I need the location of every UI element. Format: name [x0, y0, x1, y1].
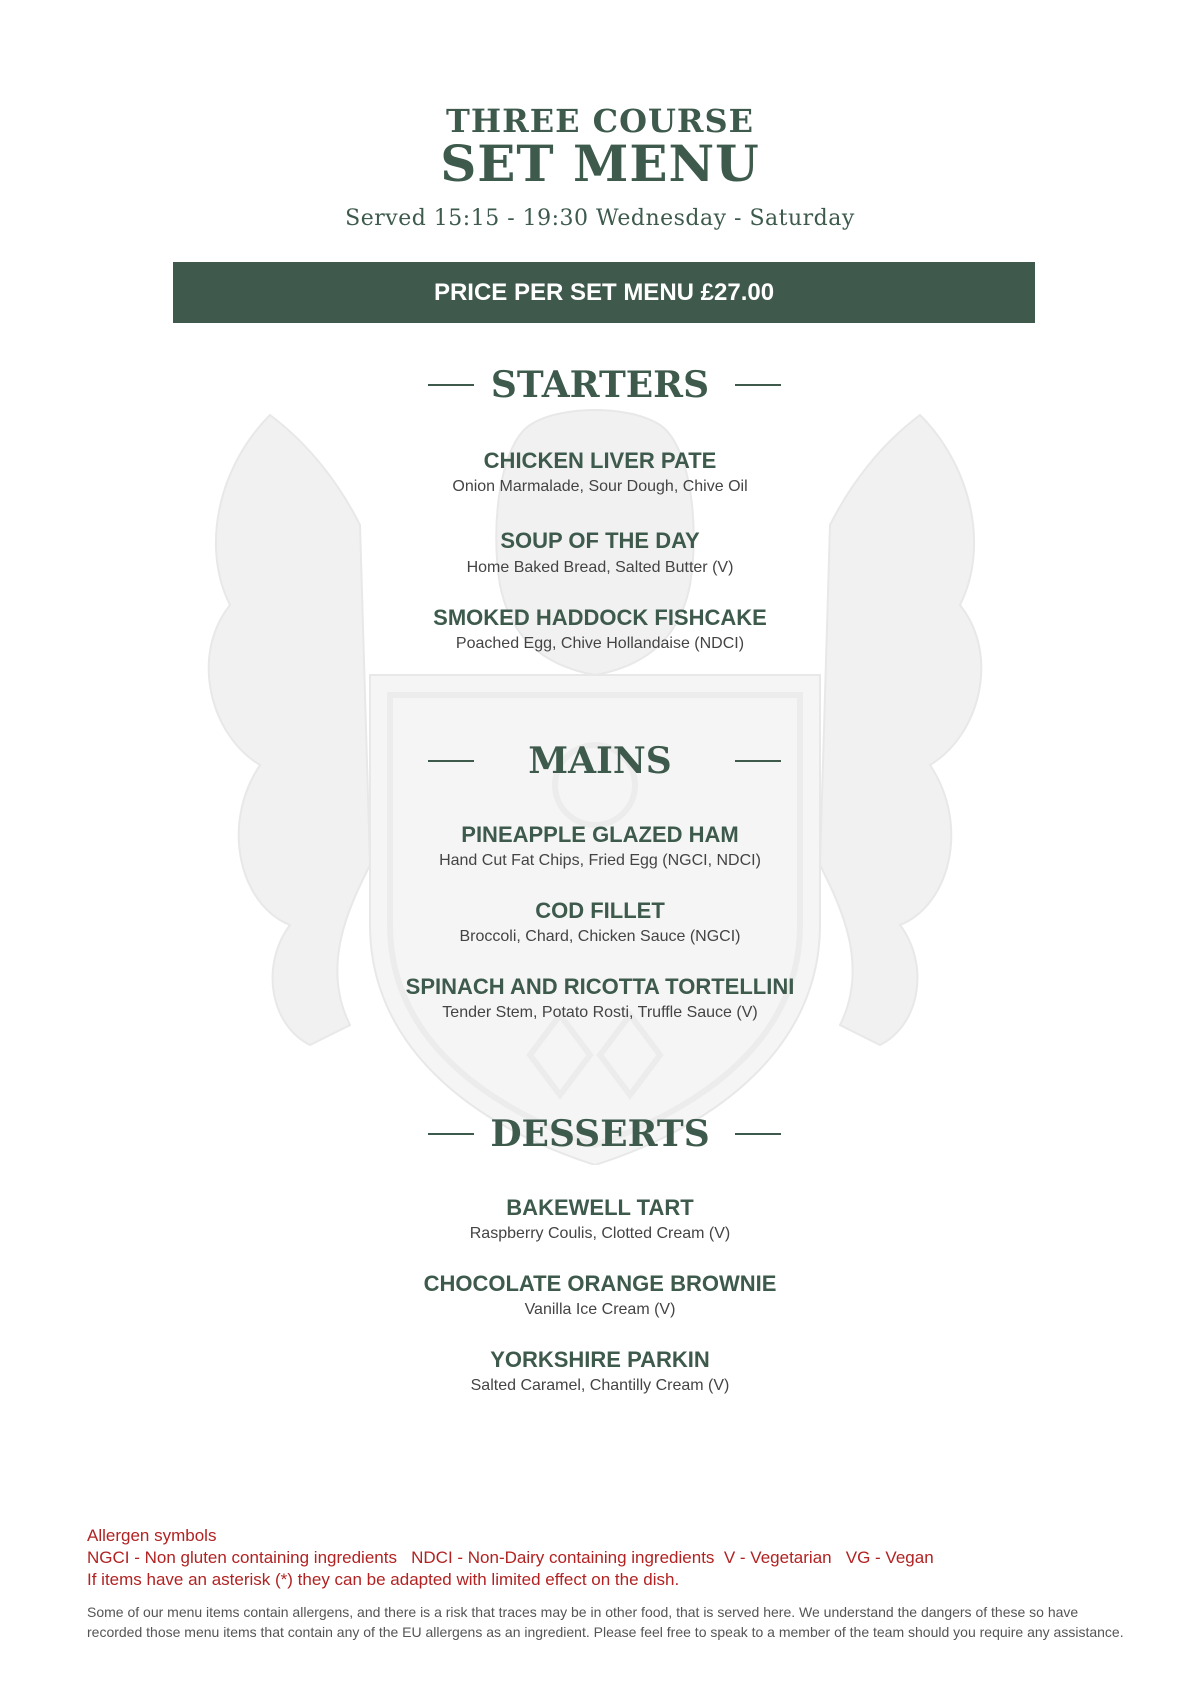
dish-description: Salted Caramel, Chantilly Cream (V)	[470, 1377, 730, 1394]
section-title-desserts: DESSERTS	[490, 1113, 710, 1155]
section-title-starters: STARTERS	[490, 364, 710, 406]
allergen-heading: Allergen symbols	[87, 1526, 217, 1545]
dish-description: Raspberry Coulis, Clotted Cream (V)	[469, 1225, 731, 1242]
dish-name: YORKSHIRE PARKIN	[490, 1347, 710, 1372]
dish-name: COD FILLET	[535, 898, 665, 923]
dish-description: Onion Marmalade, Sour Dough, Chive Oil	[452, 478, 748, 495]
section-title-mains: MAINS	[528, 740, 672, 782]
dish-description: Tender Stem, Potato Rosti, Truffle Sauce (V)	[442, 1004, 758, 1021]
dish-description: Home Baked Bread, Salted Butter (V)	[466, 559, 734, 576]
dish-name: BAKEWELL TART	[506, 1195, 694, 1220]
dish-name: SOUP OF THE DAY	[500, 528, 700, 553]
allergen-asterisk-note: If items have an asterisk (*) they can be adapted with limited effect on the dish.	[87, 1570, 680, 1589]
dish-name: SMOKED HADDOCK FISHCAKE	[433, 605, 767, 630]
menu-title: SET MENU	[440, 134, 760, 193]
serving-times: Served 15:15 - 19:30 Wednesday - Saturday	[345, 206, 855, 231]
dish-description: Poached Egg, Chive Hollandaise (NDCI)	[455, 635, 745, 652]
menu-title-small: THREE COURSE	[446, 102, 754, 140]
dish-description: Vanilla Ice Cream (V)	[524, 1301, 676, 1318]
dish-description: Broccoli, Chard, Chicken Sauce (NGCI)	[459, 928, 741, 945]
allergen-legend: NGCI - Non gluten containing ingredients NDCI - Non-Dairy containing ingredients V - Vegetarian VG - Vegan	[87, 1548, 934, 1567]
price-banner: PRICE PER SET MENU £27.00	[173, 262, 1035, 323]
allergen-disclaimer: Some of our menu items contain allergens, and there is a risk that traces may be in other food, that is served here. We understand the dangers of these so have recorded those menu items that contain any of the EU allergens as an ingredient. Please feel free to speak to a member of the team should you require any assistance.	[87, 1604, 1124, 1640]
dish-description: Hand Cut Fat Chips, Fried Egg (NGCI, NDCI)	[439, 852, 761, 869]
dish-name: CHOCOLATE ORANGE BROWNIE	[423, 1271, 777, 1296]
dish-name: CHICKEN LIVER PATE	[483, 448, 717, 473]
dish-name: SPINACH AND RICOTTA TORTELLINI	[405, 974, 795, 999]
dish-name: PINEAPPLE GLAZED HAM	[461, 822, 739, 847]
